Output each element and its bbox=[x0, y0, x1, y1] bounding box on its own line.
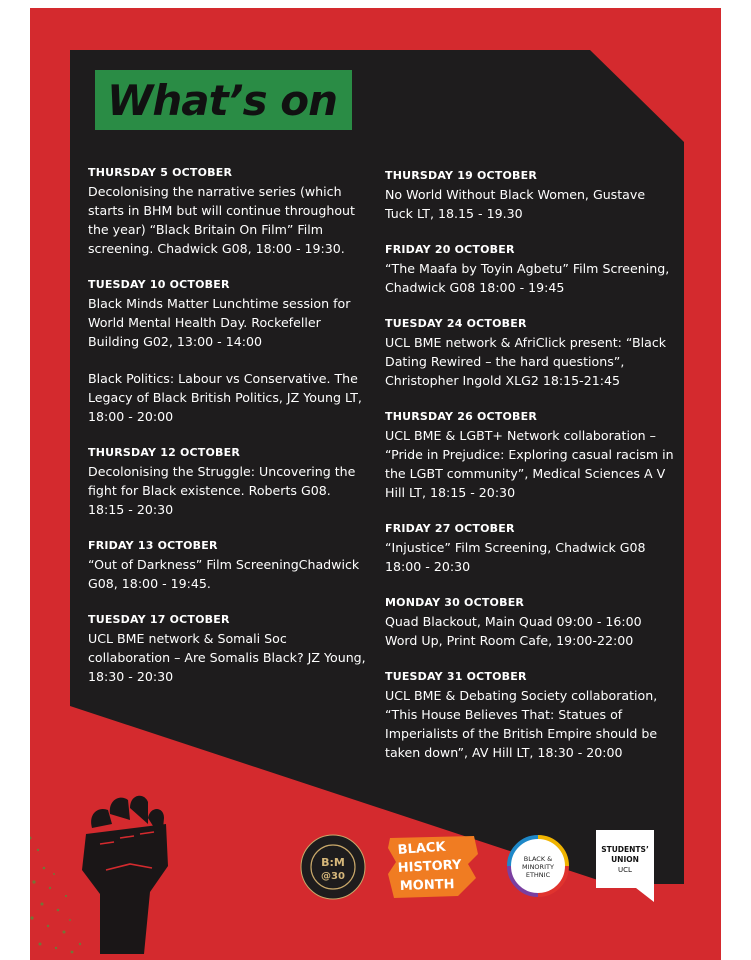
event-date: TUESDAY 24 OCTOBER bbox=[385, 317, 527, 330]
black-history-month-logo bbox=[386, 834, 482, 900]
event-date: THURSDAY 26 OCTOBER bbox=[385, 410, 538, 423]
event-description: No World Without Black Women, Gustave Tuck LT, 18.15 - 19.30 bbox=[385, 187, 646, 221]
event-entry bbox=[385, 169, 675, 223]
event-description: UCL BME network & AfriClick present: “Black Dating Rewired – the hard questions”, Christopher Ingold XLG2 18:15-21:45 bbox=[385, 335, 667, 388]
event-entry bbox=[385, 670, 675, 762]
su-logo-line-3: UCL bbox=[618, 866, 632, 874]
students-union-ucl-logo bbox=[596, 830, 654, 902]
raised-fist-icon bbox=[70, 784, 180, 954]
bme-network-logo bbox=[506, 834, 570, 898]
event-entry bbox=[88, 166, 368, 258]
bhm-logo-line-3: MONTH bbox=[399, 877, 455, 894]
event-description: Decolonising the Struggle: Uncovering the fight for Black existence. Roberts G08. 18:15 - 20:30 bbox=[88, 464, 356, 517]
event-description: “Out of Darkness” Film ScreeningChadwick G08, 18:00 - 19:45. bbox=[88, 557, 360, 591]
event-entry bbox=[385, 317, 675, 390]
event-date: MONDAY 30 OCTOBER bbox=[385, 596, 525, 609]
event-description: UCL BME & Debating Society collaboration, “This House Believes That: Statues of Imperialists of the British Empire should be taken down”, AV Hill LT, 18:30 - 20:00 bbox=[385, 688, 658, 760]
event-entry bbox=[88, 613, 368, 686]
event-date: THURSDAY 5 OCTOBER bbox=[88, 166, 233, 179]
title-box bbox=[95, 70, 352, 130]
event-entry bbox=[88, 539, 368, 593]
bhm30-main-text: B:M bbox=[321, 856, 345, 869]
event-date: THURSDAY 19 OCTOBER bbox=[385, 169, 538, 182]
event-entry bbox=[385, 522, 675, 576]
poster bbox=[30, 8, 721, 960]
event-date: TUESDAY 10 OCTOBER bbox=[88, 278, 230, 291]
event-description: Decolonising the narrative series (which starts in BHM but will continue throughout the year) “Black Britain On Film” Film screening. Chadwick G08, 18:00 - 19:30. bbox=[88, 184, 355, 256]
event-entry bbox=[385, 596, 675, 650]
events-column-right bbox=[385, 169, 675, 782]
event-description: UCL BME & LGBT+ Network collaboration – “Pride in Prejudice: Exploring casual racism in the LGBT community”, Medical Sciences A V Hill LT, 18:15 - 20:30 bbox=[385, 428, 674, 500]
page-title: What’s on bbox=[107, 75, 337, 125]
event-description: Black Minds Matter Lunchtime session for World Mental Health Day. Rockefeller Building G02, 13:00 - 14:00 bbox=[88, 296, 351, 349]
event-date: TUESDAY 31 OCTOBER bbox=[385, 670, 527, 683]
event-description: Black Politics: Labour vs Conservative. The Legacy of Black British Politics, JZ Young LT, 18:00 - 20:00 bbox=[88, 371, 362, 424]
event-description: “The Maafa by Toyin Agbetu” Film Screening, Chadwick G08 18:00 - 19:45 bbox=[385, 261, 670, 295]
event-entry bbox=[385, 410, 675, 502]
su-logo-line-1: STUDENTS’ bbox=[601, 845, 649, 854]
event-entry bbox=[88, 278, 368, 426]
event-date: THURSDAY 12 OCTOBER bbox=[88, 446, 241, 459]
bhm-logo-line-2: HISTORY bbox=[397, 857, 462, 876]
bhm-logo-line-1: BLACK bbox=[397, 839, 447, 858]
event-date: FRIDAY 27 OCTOBER bbox=[385, 522, 515, 535]
event-entry bbox=[88, 446, 368, 519]
event-date: TUESDAY 17 OCTOBER bbox=[88, 613, 230, 626]
events-column-left bbox=[88, 166, 368, 706]
su-logo-line-2: UNION bbox=[611, 855, 639, 864]
event-description: “Injustice” Film Screening, Chadwick G08 18:00 - 20:30 bbox=[385, 540, 646, 574]
event-description: Quad Blackout, Main Quad 09:00 - 16:00 Word Up, Print Room Cafe, 19:00-22:00 bbox=[385, 614, 642, 648]
bhm30-sub-text: @30 bbox=[321, 871, 345, 882]
bhm-30th-anniversary-logo bbox=[300, 834, 366, 900]
event-description: UCL BME network & Somali Soc collaboration – Are Somalis Black? JZ Young, 18:30 - 20:30 bbox=[88, 631, 366, 684]
event-entry bbox=[385, 243, 675, 297]
event-date: FRIDAY 20 OCTOBER bbox=[385, 243, 515, 256]
bme-logo-line-3: ETHNIC bbox=[525, 871, 551, 879]
event-date: FRIDAY 13 OCTOBER bbox=[88, 539, 218, 552]
bme-logo-line-1: BLACK & bbox=[523, 855, 553, 863]
bme-logo-line-2: MINORITY bbox=[522, 863, 554, 871]
